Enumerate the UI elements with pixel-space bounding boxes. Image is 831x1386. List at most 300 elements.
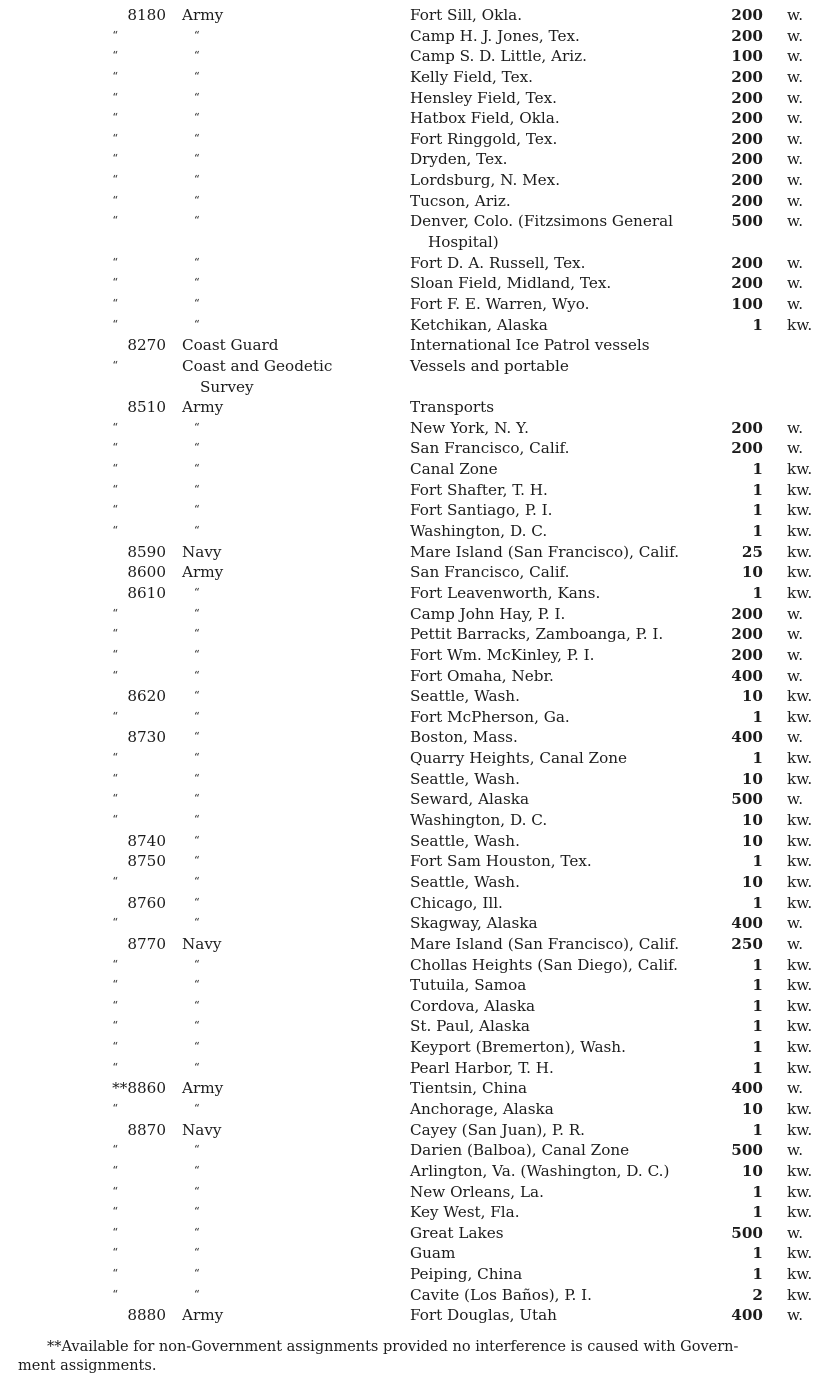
power-cell: 1 [752,1038,763,1057]
unit-cell: kw. [787,460,813,479]
department-cell: “ [194,874,200,888]
unit-cell: kw. [787,687,813,706]
power-cell: 10 [741,872,763,891]
location-cell: Fort Santiago, P. I. [410,501,553,520]
table-row [0,356,831,397]
table-row [0,191,831,212]
table-row [0,335,831,356]
frequency-cell: “ [112,1040,118,1054]
location-cell: Washington, D. C. [410,522,548,541]
unit-cell: w. [787,26,804,45]
frequency-cell: “ [112,28,118,42]
table-row [0,1078,831,1099]
power-cell: 200 [731,109,763,128]
frequency-cell: “ [112,1205,118,1219]
table-row [0,1120,831,1141]
unit-cell: kw. [787,542,813,561]
unit-cell: w. [787,934,804,953]
table-row [0,1140,831,1161]
location-cell: Fort F. E. Warren, Wyo. [410,294,590,313]
department-cell: “ [194,69,200,83]
unit-cell: w. [787,666,804,685]
department-cell: “ [194,420,200,434]
unit-cell: kw. [787,976,813,995]
table-row [0,583,831,604]
table-row [0,129,831,150]
power-cell: 10 [741,687,763,706]
frequency-cell: “ [112,1060,118,1074]
frequency-cell: “ [112,751,118,765]
power-cell: 1 [752,893,763,912]
department-cell: “ [194,606,200,620]
location-cell: Hensley Field, Tex. [410,88,558,107]
power-cell: 200 [731,604,763,623]
unit-cell: kw. [787,1182,813,1201]
power-cell: 200 [731,418,763,437]
power-cell: 1 [752,480,763,499]
unit-cell: w. [787,47,804,66]
footnote-line-1: **Available for non-Government assignments provided no interference is caused with Govern- [47,1339,739,1355]
frequency-cell: “ [112,874,118,888]
power-cell: 1 [752,707,763,726]
location-cell: Great Lakes [410,1223,504,1242]
location-cell: San Francisco, Calif. [410,439,570,458]
unit-cell: kw. [787,872,813,891]
unit-cell: kw. [787,831,813,850]
department-cell: “ [194,813,200,827]
frequency-cell: “ [112,90,118,104]
department-cell: “ [194,792,200,806]
department-cell: Navy [182,934,222,953]
power-cell: 1 [752,1203,763,1222]
power-cell: 10 [741,769,763,788]
department-cell: “ [194,441,200,455]
table-row [0,294,831,315]
power-cell: 250 [731,934,763,953]
frequency-cell: “ [112,482,118,496]
power-cell: 1 [752,583,763,602]
department-cell: “ [194,28,200,42]
frequency-cell: 8180 [127,6,166,24]
frequency-cell: “ [112,214,118,228]
unit-cell: w. [787,253,804,272]
department-cell: “ [194,689,200,703]
unit-cell: kw. [787,1038,813,1057]
unit-cell: w. [787,1079,804,1098]
table-row [0,934,831,955]
department-cell: “ [194,1060,200,1074]
location-cell: Dryden, Tex. [410,150,508,169]
table-row [0,108,831,129]
frequency-cell: “ [112,978,118,992]
location-cell: Darien (Balboa), Canal Zone [410,1141,630,1160]
unit-cell: kw. [787,811,813,830]
location-cell: Transports [410,398,495,417]
unit-cell: w. [787,625,804,644]
frequency-cell: “ [112,524,118,538]
department-cell: “ [194,503,200,517]
department-cell: “ [194,1101,200,1115]
location-cell: Seattle, Wash. [410,831,520,850]
frequency-cell: “ [112,111,118,125]
frequency-cell: 8510 [127,398,166,417]
power-cell: 1 [752,996,763,1015]
location-cell: New York, N. Y. [410,418,529,437]
table-row [0,769,831,790]
frequency-cell: “ [112,1225,118,1239]
power-cell: 1 [752,976,763,995]
location-cell: Fort Omaha, Nebr. [410,666,554,685]
unit-cell: kw. [787,852,813,871]
department-cell: “ [194,854,200,868]
department-cell: “ [194,317,200,331]
unit-cell: w. [787,790,804,809]
power-cell: 400 [731,1079,763,1098]
frequency-cell: 8750 [127,852,166,871]
unit-cell: kw. [787,1058,813,1077]
table-row [0,88,831,109]
power-cell: 1 [752,460,763,479]
table-row [0,253,831,274]
power-cell: 2 [752,1285,763,1304]
table-row [0,707,831,728]
unit-cell: kw. [787,522,813,541]
power-cell: 200 [731,67,763,86]
location-cell: Fort Shafter, T. H. [410,480,548,499]
frequency-cell: “ [112,771,118,785]
power-cell: 400 [731,914,763,933]
table-row [0,1161,831,1182]
unit-cell: kw. [787,1099,813,1118]
unit-cell: w. [787,129,804,148]
department-cell: “ [194,173,200,187]
power-cell: 200 [731,88,763,107]
unit-cell: kw. [787,1017,813,1036]
department-cell: “ [194,1225,200,1239]
department-cell: “ [194,131,200,145]
frequency-cell: “ [112,441,118,455]
power-cell: 100 [731,47,763,66]
frequency-cell: “ [112,462,118,476]
location-cell: Fort Douglas, Utah [410,1306,557,1325]
location-cell: St. Paul, Alaska [410,1017,530,1036]
frequency-cell: “ [112,276,118,290]
power-cell: 10 [741,1161,763,1180]
table-row [0,1058,831,1079]
location-cell: Fort Leavenworth, Kans. [410,583,601,602]
frequency-cell: “ [112,1163,118,1177]
table-row [0,562,831,583]
power-cell: 1 [752,501,763,520]
power-cell: 100 [731,294,763,313]
location-cell: Tucson, Ariz. [410,191,511,210]
department-cell: “ [194,709,200,723]
table-row [0,1243,831,1264]
table-row [0,1037,831,1058]
department-cell: “ [194,1287,200,1301]
frequency-cell: **8860 [112,1079,166,1098]
power-cell: 200 [731,625,763,644]
location-cell: New Orleans, La. [410,1182,544,1201]
frequency-cell: “ [112,131,118,145]
department-cell: Army [182,398,224,417]
location-cell: Camp S. D. Little, Ariz. [410,47,587,66]
department-cell: “ [194,1246,200,1260]
department-cell: “ [194,895,200,909]
department-cell: “ [194,916,200,930]
unit-cell: w. [787,212,804,231]
location-cell: International Ice Patrol vessels [410,336,650,355]
unit-cell: w. [787,604,804,623]
unit-cell: kw. [787,563,813,582]
power-cell: 200 [731,6,763,24]
location-cell: Tientsin, China [410,1079,528,1098]
power-cell: 10 [741,1099,763,1118]
unit-cell: w. [787,1223,804,1242]
frequency-cell: “ [112,916,118,930]
table-row [0,500,831,521]
location-cell: Vessels and portable [410,356,569,375]
location-cell: Key West, Fla. [410,1203,520,1222]
table-row [0,1285,831,1306]
location-cell: Canal Zone [410,460,498,479]
table-row [0,542,831,563]
frequency-cell: “ [112,173,118,187]
power-cell: 200 [731,645,763,664]
table-row [0,645,831,666]
table-row [0,480,831,501]
power-cell: 500 [731,212,763,231]
location-cell: Tutuila, Samoa [410,976,527,995]
department-cell: Navy [182,542,222,561]
department-cell: “ [194,111,200,125]
frequency-cell: 8590 [127,542,166,561]
department-cell: “ [194,627,200,641]
unit-cell: kw. [787,1120,813,1139]
table-row [0,211,831,252]
unit-cell: w. [787,109,804,128]
power-cell: 200 [731,253,763,272]
frequency-cell: “ [112,296,118,310]
frequency-cell: “ [112,1267,118,1281]
unit-cell: kw. [787,315,813,334]
frequency-cell: “ [112,647,118,661]
power-cell: 200 [731,129,763,148]
unit-cell: kw. [787,769,813,788]
frequency-cell: “ [112,813,118,827]
department-cell: Army [182,1079,224,1098]
frequency-cell: “ [112,792,118,806]
table-row [0,67,831,88]
location-cell: Ketchikan, Alaska [410,315,548,334]
table-row [0,810,831,831]
table-row [0,397,831,418]
location-cell: Seward, Alaska [410,790,530,809]
power-cell: 1 [752,315,763,334]
table-row [0,273,831,294]
frequency-cell: 8270 [127,336,166,355]
department-cell: “ [194,255,200,269]
location-cell: Fort Sam Houston, Tex. [410,852,592,871]
frequency-cell: 8730 [127,728,166,747]
department-cell: “ [194,1019,200,1033]
power-cell: 10 [741,831,763,850]
table-row [0,149,831,170]
unit-cell: kw. [787,1161,813,1180]
department-cell: “ [194,730,200,744]
table-row [0,975,831,996]
department-cell: “ [194,1040,200,1054]
table-row [0,624,831,645]
table-row [0,686,831,707]
frequency-table [0,5,831,1326]
department-cell: “ [194,482,200,496]
frequency-cell: 8770 [127,934,166,953]
location-cell: Peiping, China [410,1265,523,1284]
department-cell: “ [194,49,200,63]
unit-cell: kw. [787,1244,813,1263]
table-row [0,666,831,687]
department-cell: “ [194,296,200,310]
location-cell: Washington, D. C. [410,811,548,830]
location-cell: Pettit Barracks, Zamboanga, P. I. [410,625,664,644]
frequency-cell: 8620 [127,687,166,706]
department-cell: “ [194,833,200,847]
footnote-line-2: ment assignments. [18,1358,157,1374]
table-row [0,1264,831,1285]
table-row [0,789,831,810]
location-cell: Quarry Heights, Canal Zone [410,749,628,768]
unit-cell: w. [787,88,804,107]
frequency-cell: “ [112,420,118,434]
frequency-cell: 8880 [127,1306,166,1325]
department-cell: Coast Guard [182,336,279,355]
frequency-cell: “ [112,627,118,641]
unit-cell: w. [787,728,804,747]
location-cell: Cayey (San Juan), P. R. [410,1120,585,1139]
location-cell: Cavite (Los Baños), P. I. [410,1285,592,1304]
location-cell: Fort Sill, Okla. [410,6,523,24]
frequency-cell: “ [112,69,118,83]
location-cell: Seattle, Wash. [410,687,520,706]
frequency-cell: “ [112,255,118,269]
power-cell: 500 [731,790,763,809]
location-cell: Sloan Field, Midland, Tex. [410,274,612,293]
unit-cell: w. [787,914,804,933]
location-cell: Camp John Hay, P. I. [410,604,566,623]
department-cell: “ [194,90,200,104]
frequency-cell: “ [112,606,118,620]
power-cell: 1 [752,522,763,541]
table-row [0,315,831,336]
power-cell: 25 [741,542,763,561]
frequency-cell: “ [112,957,118,971]
table-row [0,955,831,976]
unit-cell: w. [787,418,804,437]
table-row [0,521,831,542]
location-cell: Hatbox Field, Okla. [410,109,560,128]
frequency-cell: “ [112,49,118,63]
unit-cell: w. [787,1306,804,1325]
table-row [0,1223,831,1244]
department-cell: “ [194,462,200,476]
department-cell: “ [194,1205,200,1219]
power-cell: 10 [741,563,763,582]
department-cell: “ [194,998,200,1012]
power-cell: 1 [752,1265,763,1284]
power-cell: 400 [731,1306,763,1325]
unit-cell: w. [787,294,804,313]
power-cell: 1 [752,1120,763,1139]
department-cell: “ [194,978,200,992]
power-cell: 200 [731,171,763,190]
department-cell: “ [194,647,200,661]
location-cell: Seattle, Wash. [410,872,520,891]
power-cell: 1 [752,1058,763,1077]
location-cell: Kelly Field, Tex. [410,67,533,86]
location-cell: Camp H. J. Jones, Tex. [410,26,580,45]
location-cell: Anchorage, Alaska [410,1099,554,1118]
frequency-cell: “ [112,358,118,372]
unit-cell: kw. [787,893,813,912]
table-row [0,913,831,934]
location-cell: Chicago, Ill. [410,893,503,912]
table-row [0,418,831,439]
department-cell: “ [194,1267,200,1281]
location-cell: Fort Ringgold, Tex. [410,129,558,148]
power-cell: 1 [752,955,763,974]
unit-cell: w. [787,6,804,24]
table-row [0,5,831,26]
frequency-cell: 8600 [127,563,166,582]
department-cell: “ [194,668,200,682]
location-cell: Cordova, Alaska [410,996,536,1015]
location-cell: Fort Wm. McKinley, P. I. [410,645,595,664]
power-cell: 400 [731,666,763,685]
location-cell: Keyport (Bremerton), Wash. [410,1038,626,1057]
department-cell: “ [194,1184,200,1198]
power-cell: 500 [731,1141,763,1160]
unit-cell: kw. [787,996,813,1015]
frequency-cell: “ [112,998,118,1012]
table-row [0,26,831,47]
unit-cell: w. [787,645,804,664]
table-row [0,1016,831,1037]
location-cell: Fort D. A. Russell, Tex. [410,253,586,272]
frequency-cell: “ [112,503,118,517]
unit-cell: kw. [787,955,813,974]
location-cell: Mare Island (San Francisco), Calif. [410,542,680,561]
power-cell: 200 [731,274,763,293]
department-cell: Army [182,563,224,582]
unit-cell: kw. [787,1285,813,1304]
department-cell: “ [194,771,200,785]
frequency-cell: 8740 [127,831,166,850]
department-cell: “ [194,193,200,207]
frequency-cell: “ [112,1246,118,1260]
table-row [0,1099,831,1120]
department-cell: “ [194,1143,200,1157]
location-cell: Fort McPherson, Ga. [410,707,570,726]
department-cell: “ [194,1163,200,1177]
table-row [0,46,831,67]
unit-cell: kw. [787,1203,813,1222]
power-cell: 1 [752,749,763,768]
frequency-cell: “ [112,1287,118,1301]
table-row [0,604,831,625]
department-cell: “ [194,152,200,166]
frequency-cell: “ [112,1019,118,1033]
